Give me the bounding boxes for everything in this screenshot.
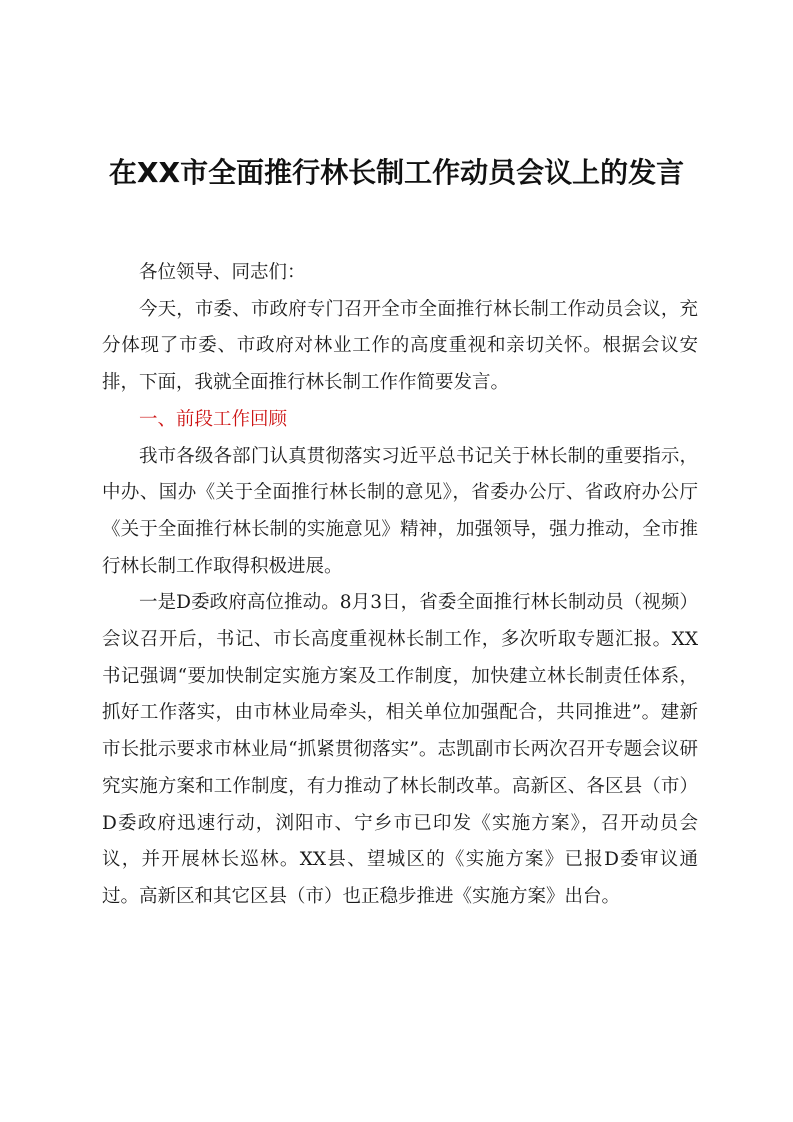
section-heading: 一、前段工作回顾 bbox=[139, 408, 288, 430]
document-body bbox=[102, 255, 698, 916]
review-intro-paragraph: 我市各级各部门认真贯彻落实习近平总书记关于林长制的重要指示，中办、国办《关于全面推行林长制的意见》，省委办公厅、省政府办公厅《关于全面推行林长制的实施意见》精神，加强领导，强力推动，全市推行林长制工作取得积极进展。 bbox=[102, 445, 698, 577]
document-title: 在XX市全面推行林长制工作动员会议上的发言 bbox=[108, 156, 685, 189]
opening-paragraph: 今天，市委、市政府专门召开全市全面推行林长制工作动员会议，充分体现了市委、市政府对林业工作的高度重视和亲切关怀。根据会议安排，下面，我就全面推行林长制工作作简要发言。 bbox=[102, 298, 698, 394]
leadership-paragraph: 一是D委政府高位推动。8月3日，省委全面推行林长制动员（视频）会议召开后，书记、市长高度重视林长制工作，多次听取专题汇报。XX书记强调“要加快制定实施方案及工作制度，加快建立林长制责任体系，抓好工作落实，由市林业局牵头，相关单位加强配合，共同推进”。建新市长批示要求市林业局“抓紧贯彻落实”。志凯副市长两次召开专题会议研究实施方案和工作制度，有力推动了林长制改革。高新区、各区县（市）D委政府迅速行动，浏阳市、宁乡市已印发《实施方案》，召开动员会议，并开展林长巡林。XX县、望城区的《实施方案》已报D委审议通过。高新区和其它区县（市）也正稳步推进《实施方案》出台。 bbox=[102, 592, 698, 907]
salutation-paragraph: 各位领导、同志们： bbox=[139, 262, 306, 283]
